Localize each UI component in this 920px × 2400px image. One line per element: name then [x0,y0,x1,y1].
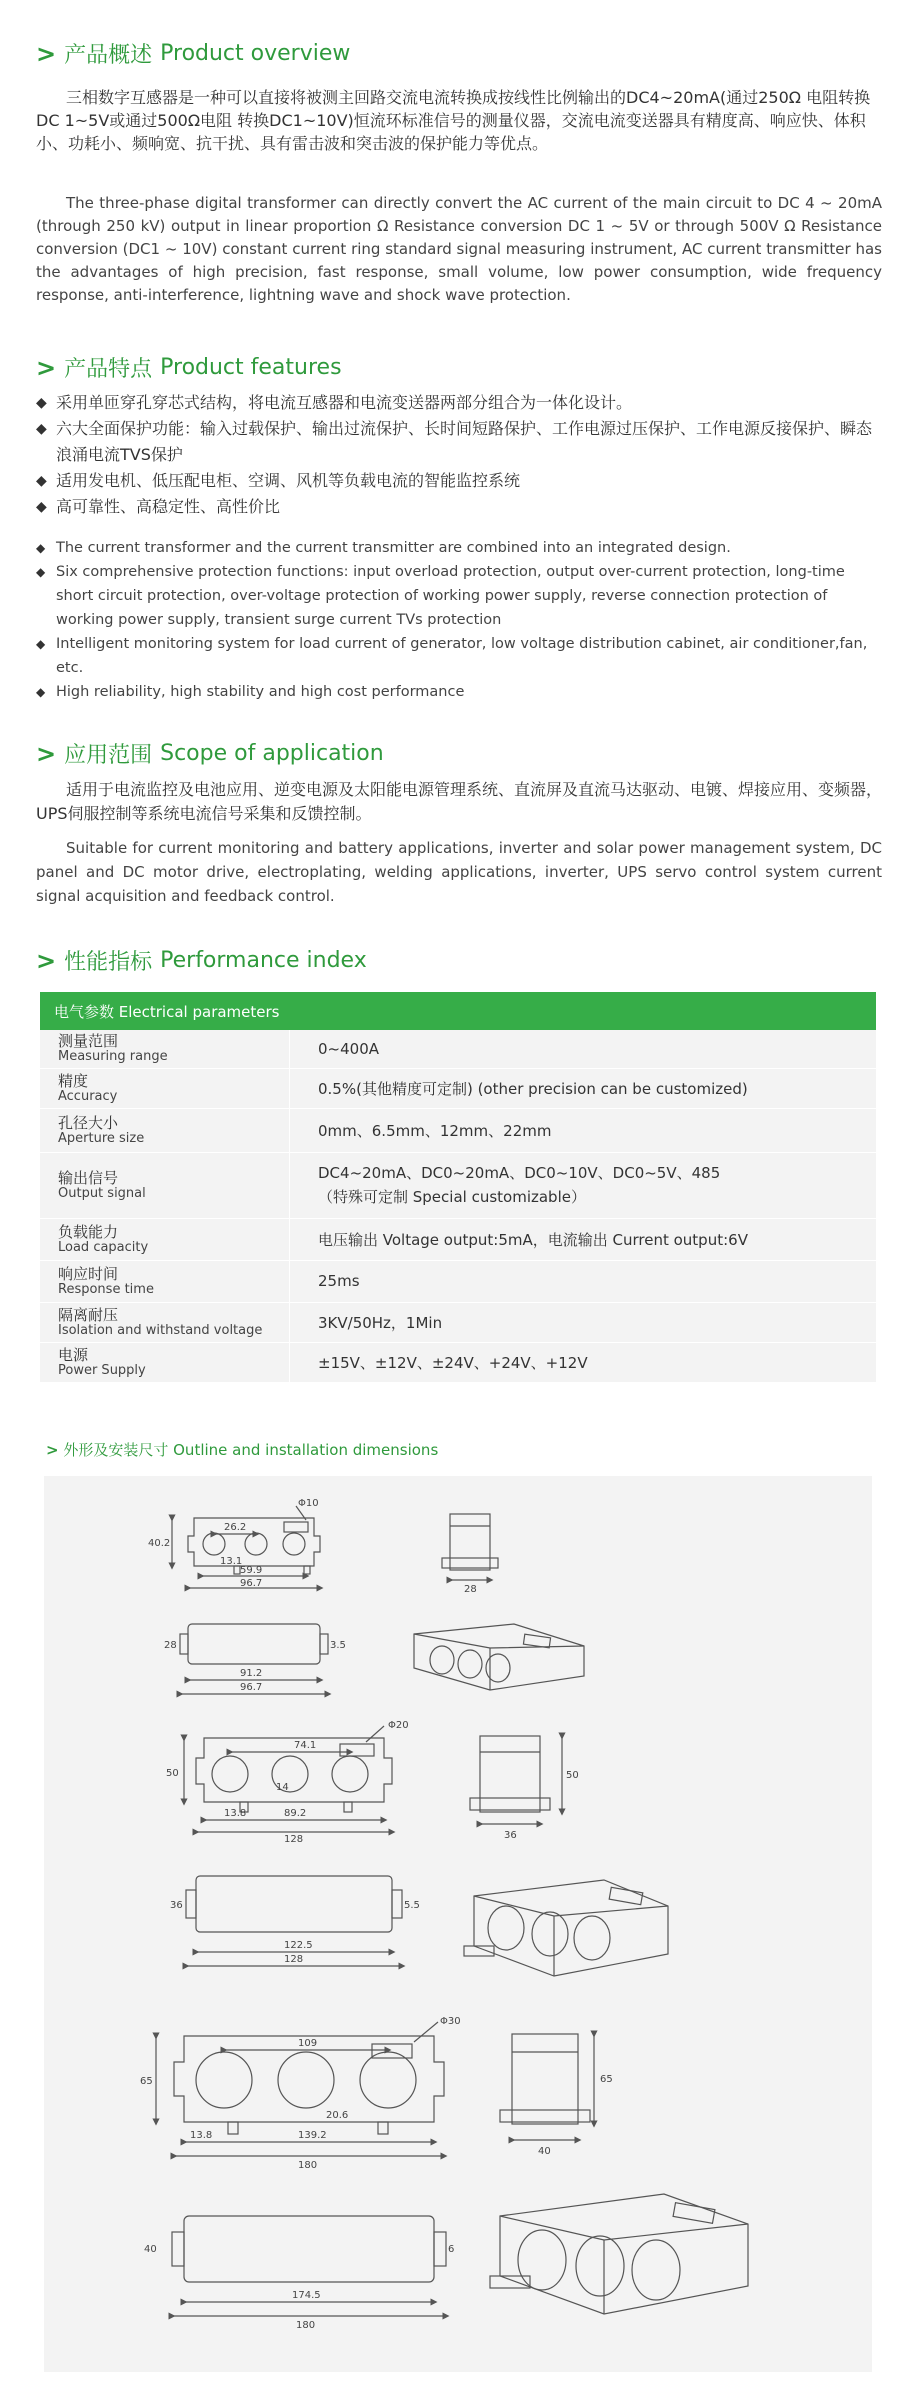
d5-width-label: 139.2 [298,2130,327,2141]
row-label-cn: 精度 [58,1071,89,1090]
row-label-en: Measuring range [58,1049,168,1065]
table-header: 电气参数 Electrical parameters [40,992,876,1030]
row-label-en: Accuracy [58,1088,118,1104]
features-title-en: Product features [160,355,342,380]
table-row [40,1302,876,1342]
table-row [40,1068,876,1108]
drawing-large-top [172,2216,446,2316]
d5-height-label: 65 [140,2076,153,2087]
overview-paragraph-en: The three-phase digital transformer can directly convert the AC current of the main circuit to DC 4 ~ 20mA (through 250 kV) output in linear proportion Ω Resistance conversion DC 1 ~ 5V or through 500V Ω Resistance conversion (DC1 ~ 10V) constant current ring standard signal measuring instrument, AC current transmitter has the advantages of high precision, fast response, small volume, low power consumption, wide frequency response, anti-interference, lightning wave and shock wave protection. [36,194,882,304]
d2-width-label: 91.2 [240,1668,263,1679]
row-label [40,1030,290,1068]
d3-offset-label: 13.8 [224,1808,247,1819]
d4-total-width-label: 128 [284,1954,304,1965]
row-value: ±15V、±12V、±24V、+24V、+12V [290,1342,877,1382]
d3-side-width-label: 36 [504,1830,517,1841]
table-row [40,1152,876,1218]
table-row [40,1030,876,1068]
drawing-small-iso [414,1624,584,1690]
list-item: ◆ The current transformer and the current transmitter are combined into an integrated design. [36,536,896,560]
row-label-cn: 电源 [58,1345,89,1364]
list-item: ◆ 采用单匝穿孔穿芯式结构，将电流互感器和电流变送器两部分组合为一体化设计。 [36,390,882,416]
d2-radius-label: 3.5 [330,1640,346,1651]
row-value: 0mm、6.5mm、12mm、22mm [290,1108,877,1152]
d3-hole-label: Φ20 [388,1720,409,1731]
d5-gap-label: 20.6 [326,2110,349,2121]
d3-width-label: 89.2 [284,1808,307,1819]
chevron-right-icon: > [46,1441,59,1459]
d1-offset-label: 13.1 [220,1556,243,1567]
row-label-en: Load capacity [58,1239,149,1255]
d5-total-width-label: 180 [298,2160,318,2171]
d1-spacing-label: 26.2 [224,1522,247,1533]
row-label-cn: 输出信号 [58,1168,119,1187]
chevron-right-icon: > [36,946,57,975]
performance-title-en: Performance index [160,948,367,973]
dimension-drawings-panel [44,1476,872,2372]
scope-title-cn: 应用范围 [64,743,153,768]
d1-height-label: 40.2 [148,1538,171,1549]
drawing-large-iso [490,2194,748,2314]
row-label-en: Output signal [58,1185,146,1201]
d4-radius-label: 5.5 [404,1900,420,1911]
d6-height-label: 40 [144,2244,157,2255]
scope-heading [36,738,384,769]
row-value: 0.5%(其他精度可定制) (other precision can be customized) [290,1068,877,1108]
d1-total-width-label: 96.7 [240,1578,263,1589]
d5-spacing-label: 109 [298,2038,318,2049]
features-heading [36,352,342,383]
drawing-small-side [442,1514,498,1580]
chevron-right-icon: > [36,353,57,382]
d5-hole-label: Φ30 [440,2016,461,2027]
row-label [40,1068,290,1108]
table-row [40,1260,876,1302]
d3-gap-label: 14 [276,1782,289,1793]
row-value-line1: DC4~20mA、DC0~20mA、DC0~10V、DC0~5V、485 [318,1164,721,1182]
d2-height-label: 28 [164,1640,177,1651]
d4-height-label: 36 [170,1900,183,1911]
row-label [40,1218,290,1260]
scope-paragraph-cn: 适用于电流监控及电池应用、逆变电源及太阳能电源管理系统、直流屏及直流马达驱动、电镀、焊接应用、变频器，UPS伺服控制等系统电流信号采集和反馈控制。 [36,780,883,823]
overview-heading [36,38,350,69]
row-label-en: Aperture size [58,1130,145,1146]
dimensions-title: 外形及安装尺寸 Outline and installation dimensions [63,1441,439,1459]
list-item: ◆ High reliability, high stability and high cost performance [36,680,896,704]
d1-width-label: 59.9 [240,1565,263,1576]
drawing-medium-iso [464,1880,668,1976]
row-label-en: Power Supply [58,1362,146,1378]
table-row [40,1108,876,1152]
d1-side-width-label: 28 [464,1584,477,1595]
row-value: 25ms [290,1260,877,1302]
row-value: 0~400A [290,1030,877,1068]
table-row [40,1342,876,1382]
list-item: ◆ 六大全面保护功能：输入过载保护、输出过流保护、长时间短路保护、工作电源过压保护、工作电源反接保护、瞬态浪涌电流TVS保护 [36,416,882,468]
row-label-cn: 隔离耐压 [58,1305,119,1324]
overview-title-cn: 产品概述 [64,43,153,68]
d5-side-width-label: 40 [538,2146,551,2157]
list-item: ◆ Intelligent monitoring system for load current of generator, low voltage distribution cabinet, air conditioner,fan, etc. [36,632,896,680]
chevron-right-icon: > [36,739,57,768]
overview-paragraph-cn: 三相数字互感器是一种可以直接将被测主回路交流电流转换成按线性比例输出的DC4~20mA(通过250Ω 电阻转换DC 1~5V或通过500Ω电阻 转换DC1~10V)恒流环标准信号的测量仪器，交流电流变送器具有精度高、响应快、体积小、功耗小、频响宽、抗干扰、具有雷击波和突击波的保护能力等优点。 [36,88,871,153]
drawing-medium-top [186,1876,402,1966]
row-label [40,1152,290,1218]
row-label-en: Response time [58,1281,154,1297]
row-label-en: Isolation and withstand voltage [58,1322,263,1338]
performance-title-cn: 性能指标 [64,950,153,975]
d5-side-height-label: 65 [600,2074,613,2085]
drawing-large-side [500,2034,594,2140]
row-value-line2: （特殊可定制 Special customizable） [318,1188,586,1206]
scope-title-en: Scope of application [160,741,384,766]
d6-radius-label: 6 [448,2244,455,2255]
row-label-cn: 测量范围 [58,1032,119,1051]
list-item: ◆ 适用发电机、低压配电柜、空调、风机等负载电流的智能监控系统 [36,468,882,494]
d1-hole-label: Φ10 [298,1498,319,1509]
row-label [40,1342,290,1382]
row-label-cn: 响应时间 [58,1264,119,1283]
performance-table [40,992,876,1383]
drawing-medium-side [470,1736,562,1824]
row-label-cn: 负载能力 [58,1222,119,1241]
d3-side-height-label: 50 [566,1770,579,1781]
features-list-en [36,536,896,704]
chevron-right-icon: > [36,39,57,68]
row-label-cn: 孔径大小 [58,1113,119,1132]
features-list-cn [36,390,882,520]
row-label [40,1260,290,1302]
d2-total-width-label: 96.7 [240,1682,263,1693]
overview-title-en: Product overview [160,41,351,66]
dimension-drawings [44,1476,872,2372]
performance-heading [36,945,367,976]
d3-total-width-label: 128 [284,1834,304,1845]
d5-offset-label: 13.8 [190,2130,213,2141]
d6-width-label: 174.5 [292,2290,321,2301]
list-item: ◆ Six comprehensive protection functions: input overload protection, output over-current protection, long-time short circuit protection, over-voltage protection of working power supply, reverse connection protection of working power supply, transient surge current TVs protection [36,560,871,632]
d6-total-width-label: 180 [296,2320,316,2331]
d4-width-label: 122.5 [284,1940,313,1951]
d3-spacing-label: 74.1 [294,1740,317,1751]
dimensions-heading [46,1439,438,1460]
scope-paragraph-en: Suitable for current monitoring and battery applications, inverter and solar power management system, DC panel and DC motor drive, electroplating, welding applications, inverter, UPS servo control system current signal acquisition and feedback control. [36,839,882,905]
table-row [40,1218,876,1260]
list-item: ◆ 高可靠性、高稳定性、高性价比 [36,494,882,520]
row-value: 3KV/50Hz，1Min [290,1302,877,1342]
row-label [40,1108,290,1152]
features-title-cn: 产品特点 [64,357,153,382]
row-value [290,1152,877,1218]
d3-height-label: 50 [166,1768,179,1779]
row-value: 电压输出 Voltage output:5mA，电流输出 Current output:6V [290,1218,877,1260]
row-label [40,1302,290,1342]
